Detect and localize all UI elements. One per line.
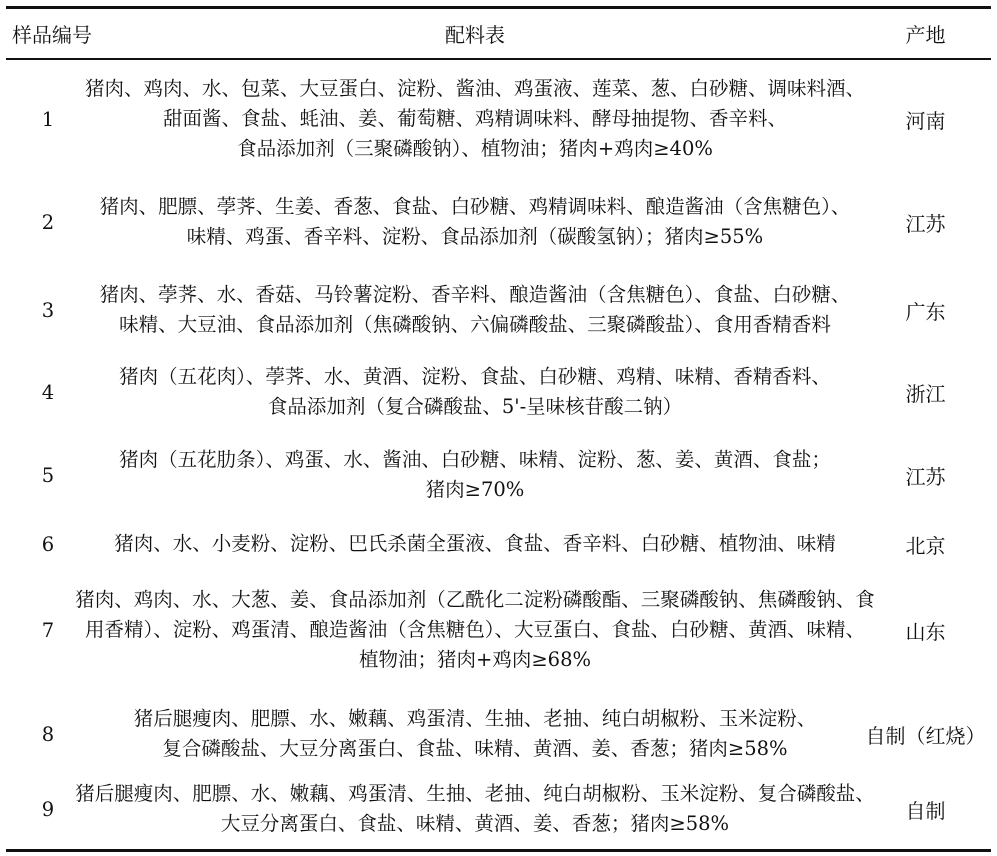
ingredients-cell <box>75 582 875 678</box>
origin: 广东 <box>905 299 946 324</box>
origin: 自制 <box>905 798 946 823</box>
table-row <box>6 355 991 429</box>
table-row <box>6 270 991 350</box>
table-header-rule <box>6 58 991 60</box>
sample-id: 4 <box>41 380 55 404</box>
sample-id: 8 <box>41 722 55 746</box>
ingredients-cell <box>85 64 866 174</box>
ingredients-line: 食品添加剂（复合磷酸盐、5'-呈味核苷酸二钠） <box>267 395 683 418</box>
table-row <box>6 702 991 766</box>
origin: 江苏 <box>905 464 946 489</box>
ingredients-cell <box>90 436 860 514</box>
header-sample-id: 样品编号 <box>12 23 92 47</box>
ingredients-line: 食品添加剂（三聚磷酸钠）、植物油；猪肉+鸡肉≥40% <box>237 137 713 160</box>
sample-id: 9 <box>41 797 55 821</box>
table-row <box>6 776 991 842</box>
header-origin: 产地 <box>905 23 946 47</box>
ingredients-cell <box>90 355 860 429</box>
ingredients-line: 猪肉、鸡肉、水、大葱、姜、食品添加剂（乙酰化二淀粉磷酸酯、三聚磷酸钠、焦磷酸钠、食 <box>75 588 875 611</box>
sample-id: 6 <box>41 532 55 556</box>
table-row <box>6 436 991 514</box>
ingredients-line: 猪肉、水、小麦粉、淀粉、巴氏杀菌全蛋液、食盐、香辛料、白砂糖、植物油、味精 <box>114 532 836 555</box>
ingredients-line: 猪肉、鸡肉、水、包菜、大豆蛋白、淀粉、酱油、鸡蛋液、莲菜、葱、白砂糖、调味料酒、 <box>85 77 866 100</box>
ingredients-cell <box>90 270 860 350</box>
ingredients-line: 猪肉、肥膘、荸荠、生姜、香葱、食盐、白砂糖、鸡精调味料、酿造酱油（含焦糖色）、 <box>99 195 851 218</box>
origin: 河南 <box>905 108 946 133</box>
ingredients-line: 猪肉、荸荠、水、香菇、马铃薯淀粉、香辛料、酿造酱油（含焦糖色）、食盐、白砂糖、 <box>99 283 851 306</box>
sample-id: 2 <box>41 210 55 234</box>
table-row <box>6 182 991 262</box>
ingredients-line: 味精、鸡蛋、香辛料、淀粉、食品添加剂（碳酸氢钠）；猪肉≥55% <box>186 225 764 248</box>
ingredients-cell <box>75 776 875 842</box>
ingredients-cell <box>90 522 860 566</box>
ingredients-line: 植物油；猪肉+鸡肉≥68% <box>358 648 592 671</box>
ingredients-line: 猪后腿瘦肉、肥膘、水、嫩藕、鸡蛋清、生抽、老抽、纯白胡椒粉、玉米淀粉、 <box>133 707 817 730</box>
ingredients-line: 甜面酱、食盐、蚝油、姜、葡萄糖、鸡精调味料、酵母抽提物、香辛料、 <box>162 107 787 130</box>
origin: 自制（红烧） <box>865 723 986 748</box>
ingredients-line: 猪肉≥70% <box>425 478 525 501</box>
table-row <box>6 582 991 678</box>
ingredients-cell <box>90 702 860 766</box>
origin: 北京 <box>905 533 946 558</box>
ingredients-line: 味精、大豆油、食品添加剂（焦磷酸钠、六偏磷酸盐、三聚磷酸盐）、食用香精香料 <box>119 313 831 336</box>
sample-id: 1 <box>41 107 55 131</box>
table-bottom-rule <box>6 849 991 852</box>
ingredients-line: 复合磷酸盐、大豆分离蛋白、食盐、味精、黄酒、姜、香葱；猪肉≥58% <box>162 737 788 760</box>
ingredients-line: 猪肉（五花肉）、荸荠、水、黄酒、淀粉、食盐、白砂糖、鸡精、味精、香精香料、 <box>119 365 831 388</box>
sample-id: 5 <box>41 463 55 487</box>
ingredients-line: 猪肉（五花肋条）、鸡蛋、水、酱油、白砂糖、味精、淀粉、葱、姜、黄酒、食盐； <box>119 448 831 471</box>
table-row <box>6 522 991 566</box>
sample-id: 3 <box>41 298 55 322</box>
ingredients-line: 用香精）、淀粉、鸡蛋清、酿造酱油（含焦糖色）、大豆蛋白、食盐、白砂糖、黄酒、味精、 <box>85 618 866 641</box>
table-header <box>6 9 991 58</box>
sample-id: 7 <box>41 618 55 642</box>
origin: 浙江 <box>905 381 946 406</box>
origin: 山东 <box>905 619 946 644</box>
table-row <box>6 64 991 174</box>
ingredients-line: 猪后腿瘦肉、肥膘、水、嫩藕、鸡蛋清、生抽、老抽、纯白胡椒粉、玉米淀粉、复合磷酸盐、 <box>75 782 875 805</box>
origin: 江苏 <box>905 211 946 236</box>
header-ingredients: 配料表 <box>445 23 505 47</box>
ingredients-cell <box>90 182 860 262</box>
ingredients-line: 大豆分离蛋白、食盐、味精、黄酒、姜、香葱；猪肉≥58% <box>220 812 730 835</box>
